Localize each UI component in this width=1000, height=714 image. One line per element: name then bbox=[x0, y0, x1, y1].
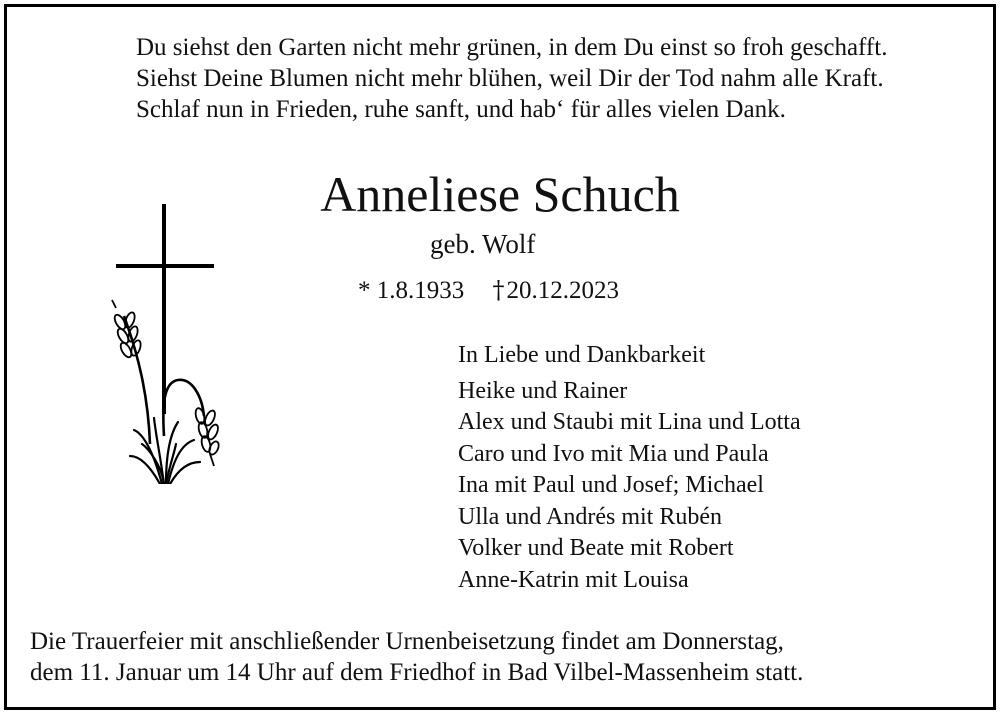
cross-with-wheat-icon bbox=[104, 204, 234, 484]
death-date-group bbox=[493, 274, 620, 307]
poem-line: Schlaf nun in Frieden, ruhe sanft, und hab‘ für alles vielen Dank. bbox=[136, 96, 786, 123]
mourners-intro: In Liebe und Dankbarkeit bbox=[458, 342, 706, 368]
poem-line: Siehst Deine Blumen nicht mehr blühen, weil Dir der Tod nahm alle Kraft. bbox=[136, 65, 884, 92]
mourner-name: Alex und Staubi mit Lina und Lotta bbox=[458, 409, 801, 435]
mourner-name: Anne-Katrin mit Louisa bbox=[458, 566, 689, 593]
mourner-name: Ulla und Andrés mit Rubén bbox=[458, 503, 722, 530]
mourner-name: Ina mit Paul und Josef; Michael bbox=[458, 472, 764, 498]
death-date: 20.12.2023 bbox=[506, 277, 619, 304]
life-dates bbox=[358, 274, 619, 307]
maiden-name: geb. Wolf bbox=[430, 229, 536, 259]
mourner-name: Heike und Rainer bbox=[458, 377, 628, 404]
deceased-name: Anneliese Schuch bbox=[320, 166, 680, 222]
mourners-list bbox=[458, 340, 801, 596]
notice-line: dem 11. Januar um 14 Uhr auf dem Friedhof in Bad Vilbel-Massenheim statt. bbox=[30, 659, 804, 686]
memorial-poem bbox=[136, 32, 887, 125]
birth-date: * 1.8.1933 bbox=[358, 277, 465, 304]
notice-line: Die Trauerfeier mit anschließender Urnenbeisetzung findet am Donnerstag, bbox=[30, 628, 784, 655]
death-symbol: † bbox=[492, 276, 505, 304]
funeral-notice bbox=[30, 626, 803, 688]
poem-line: Du siehst den Garten nicht mehr grünen, in dem Du einst so froh geschafft. bbox=[136, 34, 888, 61]
mourner-name: Caro und Ivo mit Mia und Paula bbox=[458, 440, 769, 467]
mourner-name: Volker und Beate mit Robert bbox=[458, 535, 734, 561]
